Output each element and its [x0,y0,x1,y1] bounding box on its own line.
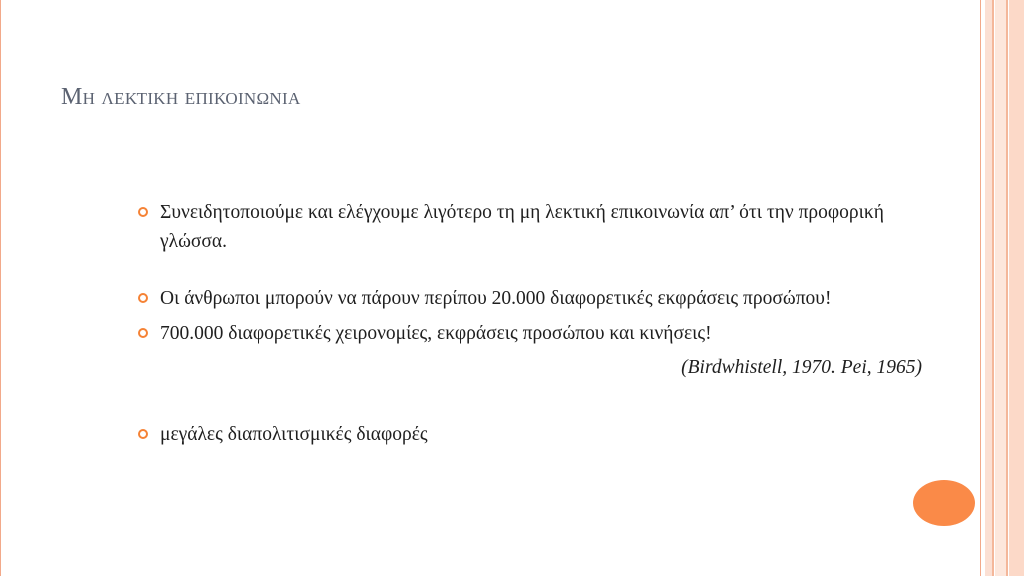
bullet-list [138,198,928,449]
left-border-line [0,0,1,576]
stripe [1006,0,1008,576]
bullet-circle-icon [138,207,148,217]
bullet-item [138,284,928,313]
bullet-item [138,198,928,256]
slide-title: Μη λεκτικη επικοινωνια [61,84,301,110]
decorative-stripes [980,0,1024,576]
bullet-text: Συνειδητοποιούμε και ελέγχουμε λιγότερο τη μη λεκτική επικοινωνία απ’ ότι την προφορική γλώσσα. [160,202,884,252]
bullet-text: 700.000 διαφορετικές χειρονομίες, εκφράσεις προσώπου και κινήσεις! [160,323,712,344]
bullet-circle-icon [138,293,148,303]
decorative-circle [913,480,975,526]
bullet-item [138,420,928,449]
bullet-circle-icon [138,328,148,338]
bullet-text: Οι άνθρωποι μπορούν να πάρουν περίπου 20.000 διαφορετικές εκφράσεις προσώπου! [160,288,832,309]
stripe [992,0,994,576]
bullet-item [138,319,928,348]
stripe [995,0,1006,576]
bullet-circle-icon [138,429,148,439]
citation: (Birdwhistell, 1970. Pei, 1965) [681,357,922,378]
bullet-text: μεγάλες διαπολιτισμικές διαφορές [160,424,428,445]
stripe [980,0,981,576]
stripe [985,0,992,576]
stripe [1009,0,1024,576]
